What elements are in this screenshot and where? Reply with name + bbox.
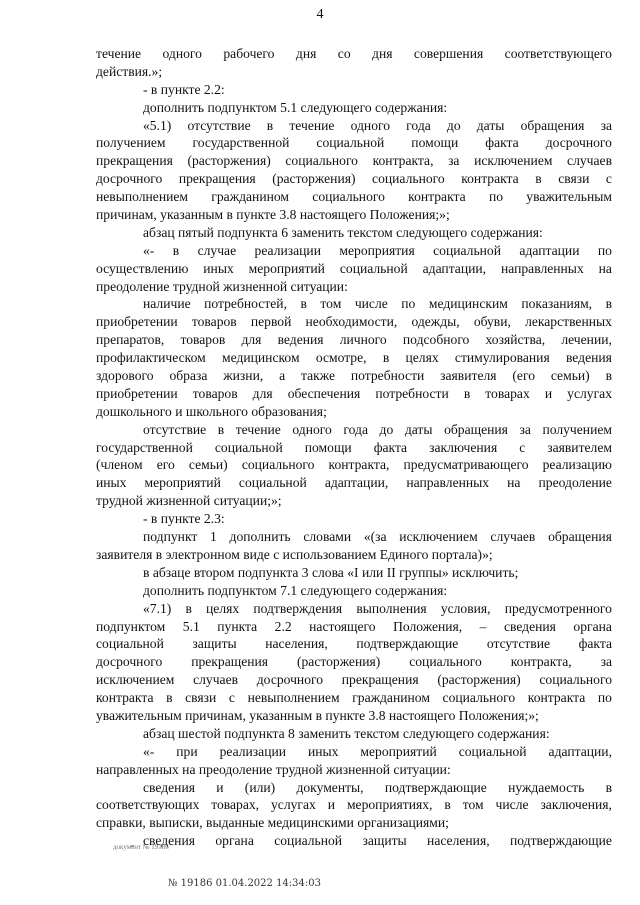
word: случаев — [193, 672, 239, 688]
word: осуществлению — [96, 260, 189, 276]
word: направленных — [406, 475, 490, 491]
word: совершения — [413, 46, 484, 61]
word: в — [266, 117, 274, 133]
text-line: абзац шестой подпункта 8 заменить текстом следующего содержания: — [143, 725, 550, 741]
word: контракта, — [328, 457, 390, 473]
word: мероприятий — [248, 260, 325, 276]
word: государственной — [96, 439, 193, 455]
word: факта — [578, 636, 612, 652]
word: подсобного — [402, 332, 470, 348]
page-number: 4 — [316, 7, 324, 22]
word: связи — [185, 690, 217, 706]
word: досрочного — [96, 654, 163, 670]
word: течение — [235, 421, 281, 437]
word: потребностей, — [204, 296, 287, 312]
word: контракта, — [372, 153, 434, 169]
text-line — [96, 689, 612, 707]
word: социальной — [274, 833, 343, 849]
word: мероприятиях, — [346, 797, 433, 813]
word: одного — [350, 117, 391, 133]
word: заключения, — [540, 797, 612, 813]
word: случаев — [567, 153, 612, 169]
word: контракта — [527, 690, 586, 706]
word: предусмотренного — [504, 600, 612, 616]
word: числе — [495, 797, 529, 813]
word: (расторжения) — [272, 171, 356, 187]
word: одежды, — [411, 314, 460, 330]
text-line — [96, 242, 612, 260]
word: мероприятия — [339, 242, 415, 258]
word: прекращения — [191, 654, 269, 670]
word: показаниям, — [521, 296, 593, 312]
word: социального — [285, 153, 358, 169]
word: случае — [197, 242, 237, 258]
word: – — [479, 618, 487, 634]
word: досрочного — [545, 135, 612, 151]
word: хозяйства, — [485, 332, 546, 348]
word: (расторжения) — [187, 153, 271, 169]
word: на — [598, 260, 612, 276]
word: факта — [485, 135, 519, 151]
word: (членом — [96, 457, 143, 473]
word: в — [217, 421, 225, 437]
word: дня — [372, 46, 393, 61]
word: «7.1) — [143, 600, 172, 616]
word: гражданином — [211, 189, 290, 205]
word: прекращения — [96, 153, 173, 169]
word: до — [379, 421, 394, 437]
word: уважительным — [526, 189, 612, 205]
word: социальной — [238, 475, 307, 491]
text-line: - в пункте 2.3: — [143, 511, 225, 527]
word: социальной — [96, 636, 164, 652]
word: приобретении — [96, 314, 178, 330]
word: (расторжения) — [437, 672, 521, 688]
word: за — [600, 117, 612, 133]
word: мероприятий — [360, 743, 437, 759]
word: по — [401, 296, 416, 312]
word: досрочного — [96, 171, 163, 187]
word: обращения — [548, 529, 612, 545]
word: подпункт — [143, 529, 198, 545]
word: органа — [573, 618, 612, 634]
word: образа — [169, 368, 208, 384]
word: товаров — [191, 314, 237, 330]
word: потребности — [350, 368, 425, 384]
word: том — [462, 797, 484, 813]
text-line — [96, 349, 612, 367]
word: социального — [372, 171, 445, 187]
text-line — [96, 600, 612, 618]
word: осмотре, — [315, 350, 367, 366]
word: заявителем — [547, 439, 612, 455]
word: контракта, — [510, 654, 572, 670]
word: течение — [289, 117, 335, 133]
document-body — [96, 45, 612, 850]
text-line — [96, 134, 612, 152]
word: и — [216, 779, 224, 795]
word: дня — [295, 46, 317, 61]
word: иных — [96, 475, 127, 491]
word: здорового — [96, 368, 154, 384]
word: товарах — [485, 385, 530, 401]
text-line — [96, 331, 612, 349]
word: с — [228, 690, 235, 706]
word: «- — [143, 242, 155, 258]
text-line — [96, 671, 612, 689]
text-line — [96, 439, 612, 457]
word: лекарственных — [525, 314, 612, 330]
word: прекращения — [178, 171, 256, 187]
word: по — [597, 690, 612, 706]
word: необходимости, — [305, 314, 398, 330]
word: товаров — [180, 332, 226, 348]
text-line: заявителя в электронном виде с использованием Единого портала)»; — [96, 546, 493, 562]
text-line — [96, 832, 612, 850]
word: соответствующего — [504, 46, 612, 61]
word: отсутствие — [143, 421, 207, 437]
word: по — [597, 242, 612, 258]
word: социального — [539, 672, 612, 688]
word: на — [507, 475, 521, 491]
word: исключением — [474, 153, 553, 169]
word: за — [448, 153, 460, 169]
text-line — [96, 295, 612, 313]
word: лечении, — [561, 332, 612, 348]
word: досрочного — [256, 672, 324, 688]
word: сведения — [503, 618, 556, 634]
word: стимулирования — [454, 350, 550, 366]
text-line — [96, 796, 612, 814]
word: нуждаемость — [508, 779, 585, 795]
word: прекращения — [341, 672, 419, 688]
word: и — [544, 385, 553, 401]
word: с — [605, 171, 612, 187]
word: приобретении — [96, 385, 178, 401]
word: защиты — [192, 636, 237, 652]
word: для — [241, 332, 262, 348]
word: контракта — [96, 690, 154, 706]
word: в — [185, 600, 192, 616]
word: том — [320, 296, 342, 312]
text-line: уважительным причинам, указанным в пункте 3.8 настоящего Положения;»; — [96, 707, 539, 723]
text-line: справки, выписки, выданные медицинскими организациями; — [96, 815, 449, 831]
word: обуви, — [473, 314, 511, 330]
text-line — [96, 779, 612, 797]
word: потребности — [375, 385, 449, 401]
word: подтверждающие — [509, 833, 612, 849]
text-line — [96, 653, 612, 671]
word: контракта — [461, 171, 519, 187]
word: адаптации, — [548, 743, 612, 759]
text-line — [96, 474, 612, 492]
text-line: дополнить подпунктом 5.1 следующего содержания: — [143, 99, 448, 115]
text-line — [96, 456, 612, 474]
text-line: преодоление трудной жизненной ситуации: — [96, 278, 348, 294]
word: целях — [206, 600, 240, 616]
text-line — [96, 635, 612, 653]
word: обращения — [444, 421, 508, 437]
text-line: абзац пятый подпункта 6 заменить текстом следующего содержания: — [143, 224, 543, 240]
word: подтверждающие — [384, 779, 487, 795]
word: подтверждения — [253, 600, 343, 616]
word: ведения — [565, 350, 612, 366]
word: пункта — [217, 618, 258, 634]
word: товаров — [192, 385, 238, 401]
word: в — [172, 242, 180, 258]
word: реализацию — [542, 457, 612, 473]
word: социального — [312, 189, 385, 205]
word: социальной — [316, 135, 385, 151]
word: населения, — [265, 636, 328, 652]
word: выполнения — [356, 600, 427, 616]
word: населения, — [427, 833, 490, 849]
word: в — [300, 296, 307, 312]
word: реализации — [219, 743, 287, 759]
word: иных — [203, 260, 234, 276]
text-line: дополнить подпунктом 7.1 следующего содержания: — [143, 582, 448, 598]
word: (расторжения) — [296, 654, 381, 670]
word: заключения — [429, 439, 498, 455]
word: в — [605, 296, 612, 312]
word: даты — [404, 421, 433, 437]
word: контракта — [408, 189, 466, 205]
word: медицинским — [428, 296, 508, 312]
text-line: трудной жизненной ситуации;»; — [96, 493, 282, 509]
word: социальной — [458, 743, 527, 759]
document-stamp: № 19186 01.04.2022 14:34:03 — [168, 878, 321, 890]
text-line: в абзаце втором подпункта 3 слова «I или II группы» исключить; — [143, 564, 519, 580]
text-line — [96, 367, 612, 385]
text-line — [96, 528, 612, 546]
word: в — [444, 797, 451, 813]
word: профилактическом — [96, 350, 206, 366]
word: помощи — [304, 439, 352, 455]
word: помощи — [411, 135, 459, 151]
word: получением — [96, 135, 166, 151]
word: в — [463, 385, 471, 401]
word: дополнить — [229, 529, 291, 545]
word: 2.2 — [274, 618, 292, 634]
word: года — [343, 421, 368, 437]
word: сведения — [143, 779, 195, 795]
word: мероприятий — [144, 475, 221, 491]
word: подтверждающие — [356, 636, 459, 652]
word: социального — [241, 457, 315, 473]
word: государственной — [192, 135, 290, 151]
word: а — [279, 368, 286, 384]
word: личного — [339, 332, 387, 348]
word: за — [600, 654, 612, 670]
word: исключением — [399, 529, 478, 545]
text-line — [96, 45, 612, 63]
word: в — [166, 690, 173, 706]
word: для — [252, 385, 273, 401]
word: соответствующих — [96, 797, 200, 813]
word: социальной — [433, 242, 501, 258]
text-line — [96, 170, 612, 188]
word: обращения — [520, 117, 585, 133]
word: до — [446, 117, 461, 133]
word: с — [519, 439, 526, 455]
word: адаптации, — [324, 475, 389, 491]
text-line — [96, 188, 612, 206]
word: года — [406, 117, 431, 133]
word: подпунктом — [96, 618, 166, 634]
word: защиты — [362, 833, 407, 849]
word: услугах — [567, 385, 612, 401]
word: в — [535, 171, 542, 187]
word: документы, — [296, 779, 364, 795]
word: направленных — [500, 260, 584, 276]
word: услугах — [271, 797, 316, 813]
text-line — [96, 152, 612, 170]
word: отсутствие — [486, 636, 551, 652]
word: семьи) — [188, 457, 228, 473]
word: факта — [373, 439, 408, 455]
text-line: причинам, указанным в пункте 3.8 настоящего Положения;»; — [96, 207, 450, 223]
word: невыполнением — [96, 189, 189, 205]
word: по — [488, 189, 504, 205]
word: медицинском — [221, 350, 300, 366]
text-line — [96, 260, 612, 278]
faint-registration-mark: документ № 19186 — [113, 843, 169, 852]
word: адаптации — [519, 242, 580, 258]
word: целях — [405, 350, 439, 366]
word: обеспечения — [287, 385, 361, 401]
word: товарах, — [211, 797, 260, 813]
text-line — [96, 618, 612, 636]
text-line: дошкольного и школьного образования; — [96, 403, 327, 419]
word: отсутствие — [187, 117, 251, 133]
word: одного — [162, 46, 202, 61]
word: социальной — [214, 439, 283, 455]
word: невыполнением — [247, 690, 340, 706]
word: в — [382, 350, 390, 366]
word: связи — [558, 171, 590, 187]
word: случаев — [490, 529, 536, 545]
word: одного — [292, 421, 332, 437]
word: (или) — [244, 779, 276, 795]
word: в — [605, 779, 612, 795]
word: адаптации, — [422, 260, 487, 276]
text-line: действия.»; — [96, 63, 163, 79]
word: реализации — [254, 242, 321, 258]
word: получением — [542, 421, 612, 437]
word: в — [605, 368, 612, 384]
text-line — [96, 117, 612, 135]
word: и — [327, 797, 336, 813]
word: ведения — [277, 332, 324, 348]
word: (его — [512, 368, 535, 384]
word: семьи) — [550, 368, 590, 384]
word: словами — [303, 529, 352, 545]
word: первой — [250, 314, 292, 330]
word: настоящего — [309, 618, 376, 634]
text-line: - в пункте 2.2: — [143, 81, 225, 97]
text-line — [96, 743, 612, 761]
word: «5.1) — [143, 117, 172, 133]
word: предусматривающего — [403, 457, 529, 473]
text-line — [96, 313, 612, 331]
text-line — [96, 421, 612, 439]
word: «(за — [363, 529, 387, 545]
word: органа — [215, 833, 254, 849]
word: течение — [96, 46, 142, 61]
word: препаратов, — [96, 332, 165, 348]
word: «- — [143, 743, 155, 759]
word: наличие — [143, 296, 191, 312]
text-line — [96, 385, 612, 403]
word: числе — [354, 296, 388, 312]
word: исключением — [96, 672, 175, 688]
word: при — [176, 743, 198, 759]
word: 1 — [210, 529, 217, 545]
word: социального — [409, 654, 482, 670]
word: социальной — [339, 260, 408, 276]
word: даты — [476, 117, 505, 133]
word: преодоление — [538, 475, 612, 491]
word: за — [519, 421, 531, 437]
word: жизни, — [223, 368, 264, 384]
word: условия, — [440, 600, 491, 616]
word: Положения, — [393, 618, 463, 634]
word: заявителя — [440, 368, 497, 384]
word: рабочего — [223, 46, 275, 61]
word: его — [156, 457, 175, 473]
word: иных — [307, 743, 339, 759]
word: 5.1 — [182, 618, 200, 634]
word: сведения — [143, 833, 195, 849]
word: также — [301, 368, 336, 384]
word: гражданином — [352, 690, 430, 706]
text-line: направленных на преодоление трудной жизненной ситуации: — [96, 761, 451, 777]
word: со — [337, 46, 351, 61]
word: социального — [442, 690, 516, 706]
